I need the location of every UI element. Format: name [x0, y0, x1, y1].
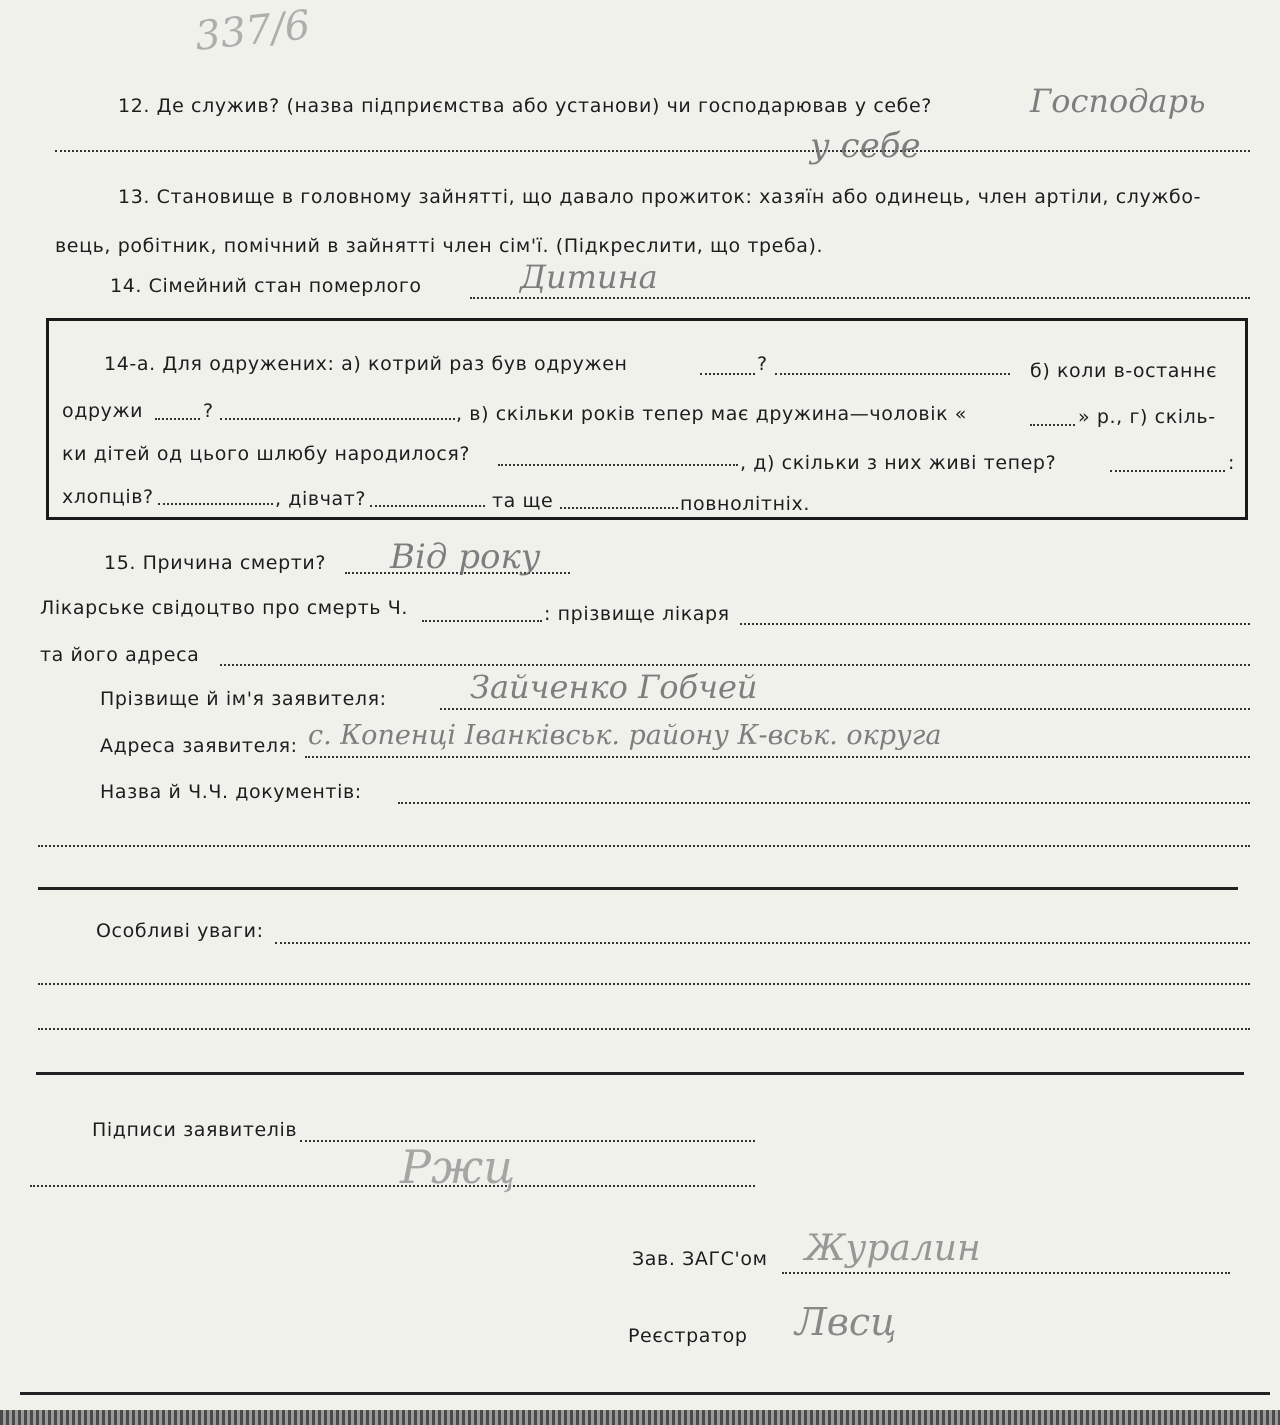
medical-address-field [220, 664, 1250, 666]
q14a-line4-b: , дівчат? [275, 488, 367, 510]
q14a-line4-d: повнолітніх. [680, 493, 810, 515]
q14a-line1-field1 [700, 373, 755, 375]
q14-label: 14. Сімейний стан померлого [110, 275, 422, 297]
q15-label: 15. Причина смерти? [104, 552, 327, 574]
medical-address-label: та його адреса [40, 644, 200, 666]
q14a-line3-a: ки дітей од цього шлюбу народилося? [62, 443, 471, 465]
notes-field-3 [38, 1028, 1250, 1030]
q14a-line1-q: ? [757, 353, 768, 375]
zags-head-signature: Журалин [805, 1228, 981, 1269]
medical-cert-label: Лікарське свідоцтво про смерть Ч. [40, 597, 408, 619]
applicant-docs-label: Назва й Ч.Ч. документів: [100, 781, 362, 803]
q14a-line3-b: , д) скільки з них живі тепер? [740, 452, 1057, 474]
q14-answer: Дитина [520, 258, 658, 296]
applicants-signature-field-2 [30, 1185, 755, 1187]
q14a-line4-a: хлопців? [62, 486, 154, 508]
notes-field-2 [38, 983, 1250, 985]
q14a-line4-c: та ще [492, 490, 554, 512]
archive-mark: 337/6 [192, 2, 313, 60]
applicant-name-value: Зайченко Гобчей [470, 668, 758, 706]
q13-line2: вець, робітник, помічний в зайнятті член сім'ї. (Підкреслити, що треба). [55, 235, 824, 257]
q12-line [55, 150, 1250, 152]
q14a-line2-q: ? [203, 400, 214, 422]
q14a-line2-field2 [220, 418, 455, 420]
notes-field-1 [275, 942, 1250, 944]
q13-line1: 13. Становище в головному зайнятті, що давало прожиток: хазяїн або одинець, член артіли, службо- [118, 186, 1202, 208]
q12-answer-1: Господарь [1030, 82, 1206, 120]
q14a-line2-b: , в) скільки років тепер має дружина—чоловік « [456, 403, 968, 425]
q14a-line2-field1 [155, 418, 200, 420]
registrar-signature: Лвсц [795, 1300, 897, 1344]
medical-doctor-field [740, 623, 1250, 625]
q14a-line2-field3 [1030, 424, 1075, 426]
q14a-line1-field2 [775, 373, 1010, 375]
medical-cert-field [422, 620, 542, 622]
q14a-line3-field2 [1110, 470, 1225, 472]
divider-2 [36, 1072, 1244, 1075]
q12-label: 12. Де служив? (назва підприємства або установи) чи господарював у себе? [118, 95, 932, 117]
applicant-signature: Ржц [400, 1140, 516, 1194]
registrar-label: Реєстратор [628, 1325, 748, 1347]
q12-answer-2: у себе [810, 126, 921, 166]
applicant-address-label: Адреса заявителя: [100, 735, 298, 757]
applicants-signature-field-1 [300, 1140, 755, 1142]
q14-line [470, 297, 1250, 299]
scan-edge [0, 1410, 1280, 1425]
q14a-line2-a: одружи [62, 400, 144, 422]
applicant-address-value: с. Копенці Іванківськ. району К-вськ. округа [308, 720, 942, 751]
zags-head-field [782, 1272, 1230, 1274]
q14a-line4-field3 [560, 507, 678, 509]
q14a-line3-c: : [1228, 452, 1236, 474]
medical-doctor-label: : прізвище лікаря [544, 603, 730, 625]
applicants-signature-label: Підписи заявителів [92, 1119, 298, 1141]
applicant-address-field [305, 756, 1250, 758]
q14a-line1-b: б) коли в-останнє [1030, 360, 1218, 382]
q14a-line1-a: 14-а. Для одружених: а) котрий раз був одружен [104, 353, 628, 375]
notes-label: Особливі уваги: [96, 920, 264, 942]
q14a-line4-field2 [370, 505, 485, 507]
q14a-line2-c: » р., г) скіль- [1078, 406, 1216, 428]
q14a-line4-field1 [158, 503, 273, 505]
q15-answer: Від року [390, 537, 541, 577]
divider-1 [38, 887, 1238, 890]
q14a-line3-field1 [498, 464, 738, 466]
applicant-docs-field [398, 802, 1250, 804]
divider-bottom [20, 1392, 1270, 1395]
applicant-name-label: Прізвище й ім'я заявителя: [100, 688, 387, 710]
zags-head-label: Зав. ЗАГС'ом [632, 1248, 768, 1270]
applicant-name-field [440, 708, 1250, 710]
applicant-docs-field-2 [38, 845, 1250, 847]
